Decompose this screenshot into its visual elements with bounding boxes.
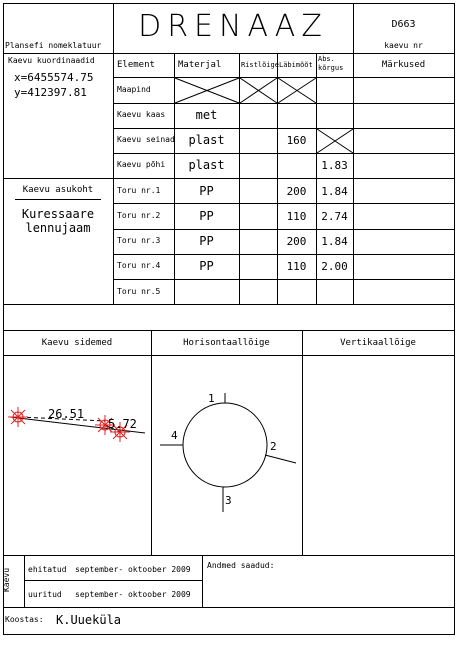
section-horizontal: Horisontaallõige bbox=[183, 338, 270, 348]
author-label: Koostas: bbox=[5, 615, 44, 624]
coord-y: y=412397.81 bbox=[14, 86, 87, 99]
surveyed-label: uuritud bbox=[28, 590, 62, 599]
row-diameter: 160 bbox=[286, 134, 307, 147]
row-element: Toru nr.3 bbox=[117, 236, 161, 245]
row-material: met bbox=[195, 108, 218, 122]
pipe-label: 3 bbox=[225, 494, 232, 507]
row-height: 1.84 bbox=[321, 185, 348, 198]
header-element: Element bbox=[117, 60, 155, 70]
pipe-label: 4 bbox=[171, 429, 178, 442]
header-material: Materjal bbox=[178, 60, 222, 70]
row-element: Toru nr.5 bbox=[117, 287, 161, 296]
row-material: plast bbox=[188, 158, 225, 172]
pipe-label: 1 bbox=[208, 392, 215, 405]
nomenclature-label: Plansefi nomeklatuur bbox=[5, 41, 102, 50]
section-connections: Kaevu sidemed bbox=[41, 338, 113, 348]
location-label: Kaevu asukoht bbox=[22, 185, 94, 195]
header-notes: Märkused bbox=[381, 60, 426, 70]
row-element: Kaevu põhi bbox=[117, 160, 166, 169]
row-element: Toru nr.1 bbox=[117, 186, 161, 195]
location-line1: Kuressaare bbox=[21, 207, 95, 221]
row-material: PP bbox=[199, 184, 214, 198]
row-height: 1.83 bbox=[321, 159, 348, 172]
data-source-label: Andmed saadud: bbox=[207, 561, 275, 570]
well-code: D663 bbox=[391, 19, 416, 30]
built-value: september- oktoober 2009 bbox=[75, 565, 191, 574]
row-material: PP bbox=[199, 209, 214, 223]
coords-label: Kaevu kuordinaadid bbox=[8, 56, 95, 65]
form-title: DRENAAZ bbox=[138, 9, 328, 44]
row-diameter: 110 bbox=[286, 260, 307, 273]
pipe-label: 2 bbox=[270, 440, 277, 453]
row-material: plast bbox=[188, 133, 225, 147]
coord-x: x=6455574.75 bbox=[14, 71, 94, 84]
distance-label: 5.72 bbox=[108, 417, 137, 431]
row-height: 1.84 bbox=[321, 235, 348, 248]
location-line2: lennujaam bbox=[25, 221, 91, 235]
header-cross: Ristlõige bbox=[241, 61, 279, 69]
row-height: 2.74 bbox=[321, 210, 348, 223]
row-element: Kaevu seinad bbox=[117, 135, 175, 144]
built-label: ehitatud bbox=[28, 565, 67, 574]
row-material: PP bbox=[199, 234, 214, 248]
well-code-label: kaevu nr bbox=[384, 41, 423, 50]
row-element: Toru nr.2 bbox=[117, 211, 161, 220]
row-element: Toru nr.4 bbox=[117, 261, 161, 270]
row-diameter: 200 bbox=[286, 185, 307, 198]
row-element: Kaevu kaas bbox=[117, 110, 166, 119]
surveyed-value: september- oktoober 2009 bbox=[75, 590, 191, 599]
row-diameter: 200 bbox=[286, 235, 307, 248]
row-height: 2.00 bbox=[321, 260, 348, 273]
header-diameter: Läbimõõt bbox=[279, 61, 313, 69]
distance-label: 26.51 bbox=[48, 407, 85, 421]
header-height: Abs. kõrgus bbox=[318, 55, 344, 72]
section-vertical: Vertikaallõige bbox=[340, 338, 416, 348]
row-element: Maapind bbox=[117, 85, 151, 94]
footer-side-label: Kaevu bbox=[2, 567, 12, 593]
row-diameter: 110 bbox=[286, 210, 307, 223]
author-value: K.Uuekülа bbox=[56, 613, 122, 627]
row-material: PP bbox=[199, 259, 214, 273]
